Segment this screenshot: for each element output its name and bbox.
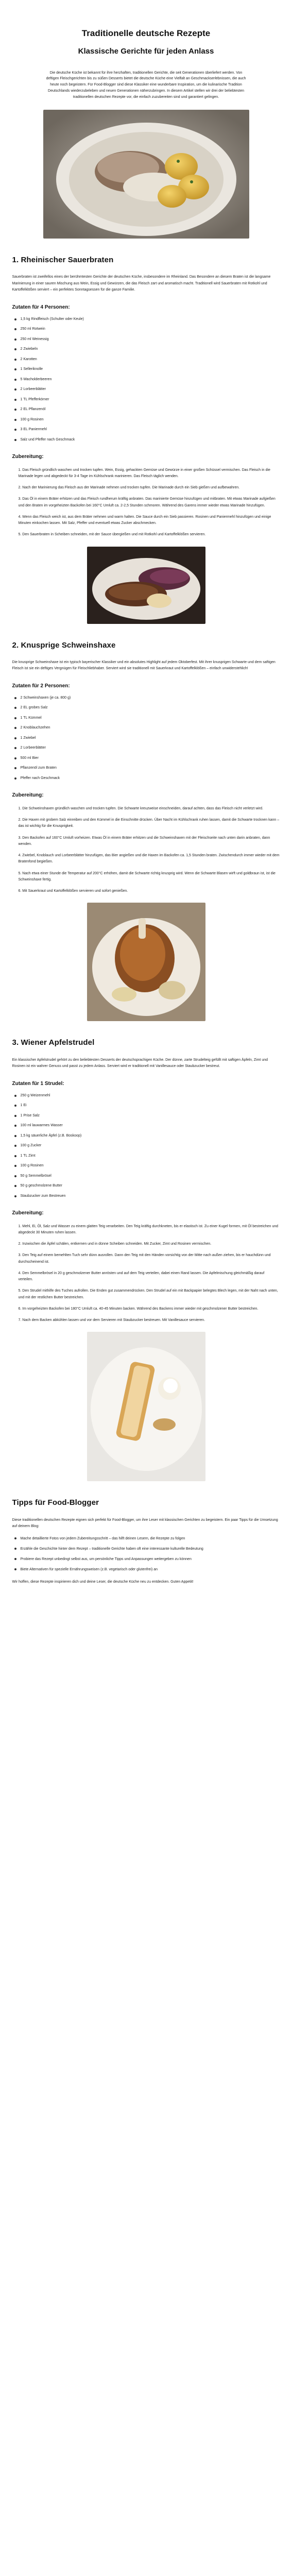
list-item: 2 Knoblauchzehen [12,725,280,731]
list-item: Mehl, Ei, Öl, Salz und Wasser zu einem glatten Teig verarbeiten. Den Teig kräftig durchkneten, bis er elastisch ist. Zu einer Kugel formen, mit Öl bestreichen und abgedeckt 30 Minuten ruhen lassen. [18,1224,279,1234]
tips-heading: Tipps für Food-Blogger [12,1498,99,1507]
ingredients-heading: Zutaten für 4 Personen: [12,304,70,311]
list-item: Zwiebel, Knoblauch und Lorbeerblätter hinzufügen, das Bier angießen und die Haxen im Backofen ca. 1,5 Stunden braten. Zwischendurch immer wieder mit dem Bratenfond begießen. [18,854,280,864]
list-item: 100 g Rosinen [12,417,280,423]
list-item: 250 ml Rotwein [12,327,280,332]
list-item: 250 ml Weinessig [12,337,280,343]
list-item: Den Strudel mithilfe des Tuches aufrollen. Die Enden gut zusammendrücken. Den Strudel auf ein mit Backpapier belegtes Blech legen, mit der Naht nach unten, und mit der restlichen Butter bestreichen. [18,1289,278,1299]
photo-apfelstrudel [87,1332,205,1481]
list-item: Inzwischen die Äpfel schälen, entkernen und in dünne Scheiben schneiden. Mit Zucker, Zimt und Rosinen vermischen. [22,1242,212,1246]
recipe-apfelstrudel [12,1037,280,1481]
list-item: 100 g Rosinen [12,1163,280,1169]
recipe-heading: 2. Knusprige Schweinshaxe [12,640,116,650]
article-page [0,27,292,1606]
list-item: 500 ml Bier [12,756,280,761]
tips-list [12,1536,280,1573]
list-item: Die Schweinshaxen gründlich waschen und trocken tupfen. Die Schwarte kreuzweise einschneiden, darauf achten, dass das Fleisch nicht verletzt wird. [22,806,263,810]
ingredients-heading: Zutaten für 2 Personen: [12,683,70,689]
list-item: Den Teig auf einem bemehlten Tuch sehr dünn ausrollen. Dann den Teig mit den Händen vorsichtig von der Mitte nach außen ziehen, bis er hauchdünn und durchscheinend ist. [18,1253,271,1264]
list-item: 1 TL Pfefferkörner [12,397,280,403]
ingredients-heading: Zutaten für 1 Strudel: [12,1081,64,1087]
list-item: 2 EL Pflanzenöl [12,407,280,413]
list-item: 100 ml lauwarmes Wasser [12,1123,280,1129]
list-item: 2 Karotten [12,357,280,363]
list-item: Das Öl in einem Bräter erhitzen und das Fleisch rundherum kräftig anbraten. Das marinierte Gemüse hinzufügen und mitbraten. Mit etwas Marinade aufgießen und den Braten im vorgeheizten Backofen bei 160°C Umluft ca. 2-2,5 Stunden schmoren. Während des Garens immer wieder etwas Marinade hinzufügen. [18,497,276,507]
list-item: 2 Lorbeerblätter [12,745,280,751]
list-item: Nach etwa einer Stunde die Temperatur auf 200°C erhöhen, damit die Schwarte richtig knusprig wird. Wenn die Schwarte Blasen wirft und goldbraun ist, ist die Schweinshaxe fertig. [18,871,276,882]
list-item: Den Backofen auf 160°C Umluft vorheizen. Etwas Öl in einem Bräter erhitzen und die Schweinshaxen mit der Fleischseite nach unten darin anbraten, dann wenden. [18,836,270,846]
list-item: Mache detaillierte Fotos von jedem Zubereitungsschritt – das hilft deinen Lesern, die Rezepte zu folgen [12,1536,280,1542]
recipe-heading: 1. Rheinischer Sauerbraten [12,256,114,265]
steps-list [12,467,280,538]
list-item: Salz und Pfeffer nach Geschmack [12,437,280,443]
steps-heading: Zubereitung: [12,792,44,799]
page-subtitle: Klassische Gerichte für jeden Anlass [78,47,214,56]
list-item: Wenn das Fleisch weich ist, aus dem Bräter nehmen und warm halten. Die Sauce durch ein Sieb passieren. Rosinen und Paniermehl hinzufügen und einige Minuten einkochen lassen. Mit Salz, Pfeffer und eventuell etwas Zucker abschmecken. [18,515,271,526]
list-item: Nach der Marinierung das Fleisch aus der Marinade nehmen und trocken tupfen. Die Marinade durch ein Sieb gießen und aufbewahren. [22,486,240,490]
recipe-description: Die knusprige Schweinshaxe ist ein typisch bayerischer Klassiker und ein absolutes Highlight auf jedem Oktoberfest. Mit ihrer knusprigen Schwarte und dem saftigen Fleisch ist sie ein deftiges Vergnügen für Fleischliebhaber. Serviert wird sie traditionell mit Sauerkraut und Kartoffelklößen – einfach unwiderstehlich! [12,660,276,671]
ingredients-list [12,1093,280,1199]
list-item: 1 Ei [12,1103,280,1109]
list-item: 1,5 kg säuerliche Äpfel (z.B. Boskoop) [12,1133,280,1139]
steps-list [12,1224,280,1324]
list-item: Die Haxen mit grobem Salz einreiben und den Kümmel in die Einschnitte drücken. Über Nacht im Kühlschrank ruhen lassen, damit die Schwarte trocknen kann – das ist wichtig für die Knusprigkeit. [18,818,280,828]
recipe-sauerbraten [12,254,280,624]
list-item: Den Sauerbraten in Scheiben schneiden, mit der Sauce übergießen und mit Rotkohl und Kartoffelklößen servieren. [22,533,206,537]
steps-heading: Zubereitung: [12,454,44,460]
tips-intro: Diese traditionellen deutschen Rezepte eignen sich perfekt für Food-Blogger, um ihre Leser mit klassischen Gerichten zu begeistern. Ein paar Tipps für die Umsetzung auf deinem Blog: [12,1518,278,1528]
steps-list [12,806,280,895]
list-item: 1 Zwiebel [12,736,280,741]
list-item: 5 Wacholderbeeren [12,377,280,383]
tips-outro: Wir hoffen, diese Rezepte inspirieren dich und deine Leser, die deutsche Küche neu zu entdecken. Guten Appetit! [12,1580,194,1584]
list-item: 100 g Zucker [12,1143,280,1149]
photo-schweinshaxe [87,903,205,1021]
list-item: 2 Zwiebeln [12,347,280,352]
list-item: 2 Schweinshaxen (je ca. 800 g) [12,696,280,701]
list-item: 1 Prise Salz [12,1113,280,1119]
steps-heading: Zubereitung: [12,1210,44,1216]
ingredients-list [12,696,280,782]
list-item: 50 g Semmelbrösel [12,1174,280,1179]
list-item: 1 TL Zimt [12,1154,280,1159]
recipe-heading: 3. Wiener Apfelstrudel [12,1038,95,1047]
list-item: Mit Sauerkraut und Kartoffelklößen servieren und sofort genießen. [22,889,128,893]
list-item: Das Fleisch gründlich waschen und trocken tupfen. Wein, Essig, gehackten Gemüse und Gewürze in einer großen Schüssel vermischen. Das Fleisch in die Marinade legen und abgedeckt für 3-4 Tage im Kühlschrank marinieren. Das Fleisch täglich wenden. [18,468,270,478]
tips-section [12,1497,280,1585]
list-item: 2 Lorbeerblätter [12,387,280,393]
recipe-description: Ein klassischer Apfelstrudel gehört zu den beliebtesten Desserts der deutschsprachigen Küche. Der dünne, zarte Strudelteig gefüllt mit saftigen Äpfeln, Zimt und Rosinen ist ein wahrer Genuss und passt zu jedem Anlass. Serviert wird er traditionell mit Vanillesauce oder Staubzucker bestreut. [12,1058,268,1068]
list-item: 1 Selleriknolle [12,367,280,372]
photo-sauerbraten [87,547,205,624]
list-item: Pfeffer nach Geschmack [12,776,280,782]
list-item: 50 g geschmolzene Butter [12,1183,280,1189]
recipe-schweinshaxe [12,639,280,1022]
list-item: Erzähle die Geschichte hinter dem Rezept – traditionelle Gerichte haben oft eine interessante kulturelle Bedeutung [12,1546,280,1552]
ingredients-list [12,317,280,443]
list-item: 3 EL Paniermehl [12,427,280,433]
list-item: 250 g Weizenmehl [12,1093,280,1099]
recipe-description: Sauerbraten ist zweifellos eines der berühmtesten Gerichte der deutschen Küche, insbesondere im Rheinland. Das Besondere an diesem Braten ist die langsame Marinierung in einer sauren Mischung aus Wein, Essig und Gewürzen, die das Fleisch zart und aromatisch macht. Traditionell wird Sauerbraten mit Rotkohl und Kartoffelklößen serviert – ein perfektes Sonntagsessen für die ganze Familie. [12,275,271,292]
intro-paragraph: Die deutsche Küche ist bekannt für ihre herzhaften, traditionellen Gerichte, die seit Generationen überliefert werden. Von deftigen Fleischgerichten bis zu süßen Desserts bietet die deutsche Küche eine Vielfalt an Geschmackserlebnissen, die auch heute noch begeistern. Für Food-Blogger sind diese Klassiker eine wunderbare Inspiration, um die kulinarische Tradition Deutschlands wiederzubeleben und neuen Generationen näherzubringen. In diesem Artikel stellen wir drei der beliebtesten traditionellen deutschen Rezepte vor, die einfach zuzubereiten sind und garantiert gelingen. [46,71,246,99]
list-item: Den Semmelbrösel in 20 g geschmolzener Butter anrösten und auf dem Teig verteilen, dabei einen Rand lassen. Die Apfelmischung gleichmäßig darauf verteilen. [18,1271,265,1282]
list-item: Pflanzenöl zum Braten [12,766,280,771]
list-item: Probiere das Rezept unbedingt selbst aus, um persönliche Tipps und Anpassungen weitergeben zu können [12,1556,280,1563]
list-item: Biete Alternativen für spezielle Ernährungsweisen (z.B. vegetarisch oder glutenfrei) an [12,1567,280,1573]
page-title: Traditionelle deutsche Rezepte [81,28,211,38]
list-item: 1 TL Kümmel [12,716,280,721]
list-item: Nach dem Backen abkühlen lassen und vor dem Servieren mit Staubzucker bestreuen. Mit Vanillesauce servieren. [22,1318,205,1323]
hero-photo-roast [43,110,249,239]
list-item: Im vorgeheizten Backofen bei 180°C Umluft ca. 40-45 Minuten backen. Während des Backens immer wieder mit geschmolzener Butter bestreichen. [22,1307,259,1311]
list-item: 2 EL grobes Salz [12,705,280,711]
list-item: 1,5 kg Rindfleisch (Schulter oder Keule) [12,317,280,323]
list-item: Staubzucker zum Bestreuen [12,1194,280,1199]
